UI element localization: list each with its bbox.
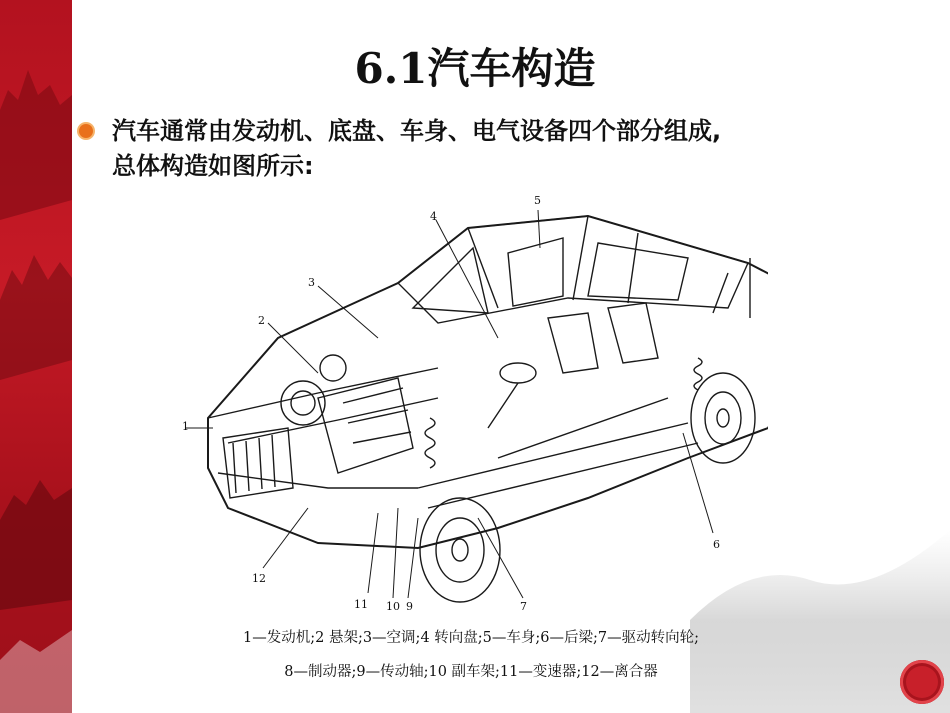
bullet-line-1: 汽车通常由发动机、底盘、车身、电气设备四个部分组成, — [112, 117, 722, 145]
diagram-label-4: 4 — [430, 210, 437, 223]
slide-title: 6.1汽车构造 — [354, 44, 596, 93]
bullet-icon — [79, 124, 93, 138]
diagram-label-11: 11 — [354, 598, 368, 611]
bullet-line-2: 总体构造如图所示: — [112, 152, 314, 180]
diagram-label-7: 7 — [520, 600, 527, 613]
figure-caption-line-1: 1—发动机;2 悬架;3—空调;4 转向盘;5—车身;6—后梁;7—驱动转向轮; — [243, 630, 699, 646]
diagram-label-1: 1 — [182, 420, 189, 433]
car-drawing — [168, 188, 768, 618]
diagram-label-10: 10 — [386, 600, 400, 613]
diagram-label-12: 12 — [252, 572, 266, 585]
car-structure-diagram — [168, 188, 768, 618]
mountain-ink-decoration — [0, 0, 72, 713]
diagram-label-6: 6 — [713, 538, 720, 551]
diagram-label-2: 2 — [258, 314, 265, 327]
red-seal-decoration — [900, 660, 944, 704]
bullet-paragraph — [112, 114, 932, 184]
figure-caption-line-2: 8—制动器;9—传动轴;10 副车架;11—变速器;12—离合器 — [284, 664, 658, 680]
diagram-label-9: 9 — [406, 600, 413, 613]
decorative-left-band — [0, 0, 72, 713]
diagram-label-3: 3 — [308, 276, 315, 289]
diagram-label-5: 5 — [534, 194, 541, 207]
